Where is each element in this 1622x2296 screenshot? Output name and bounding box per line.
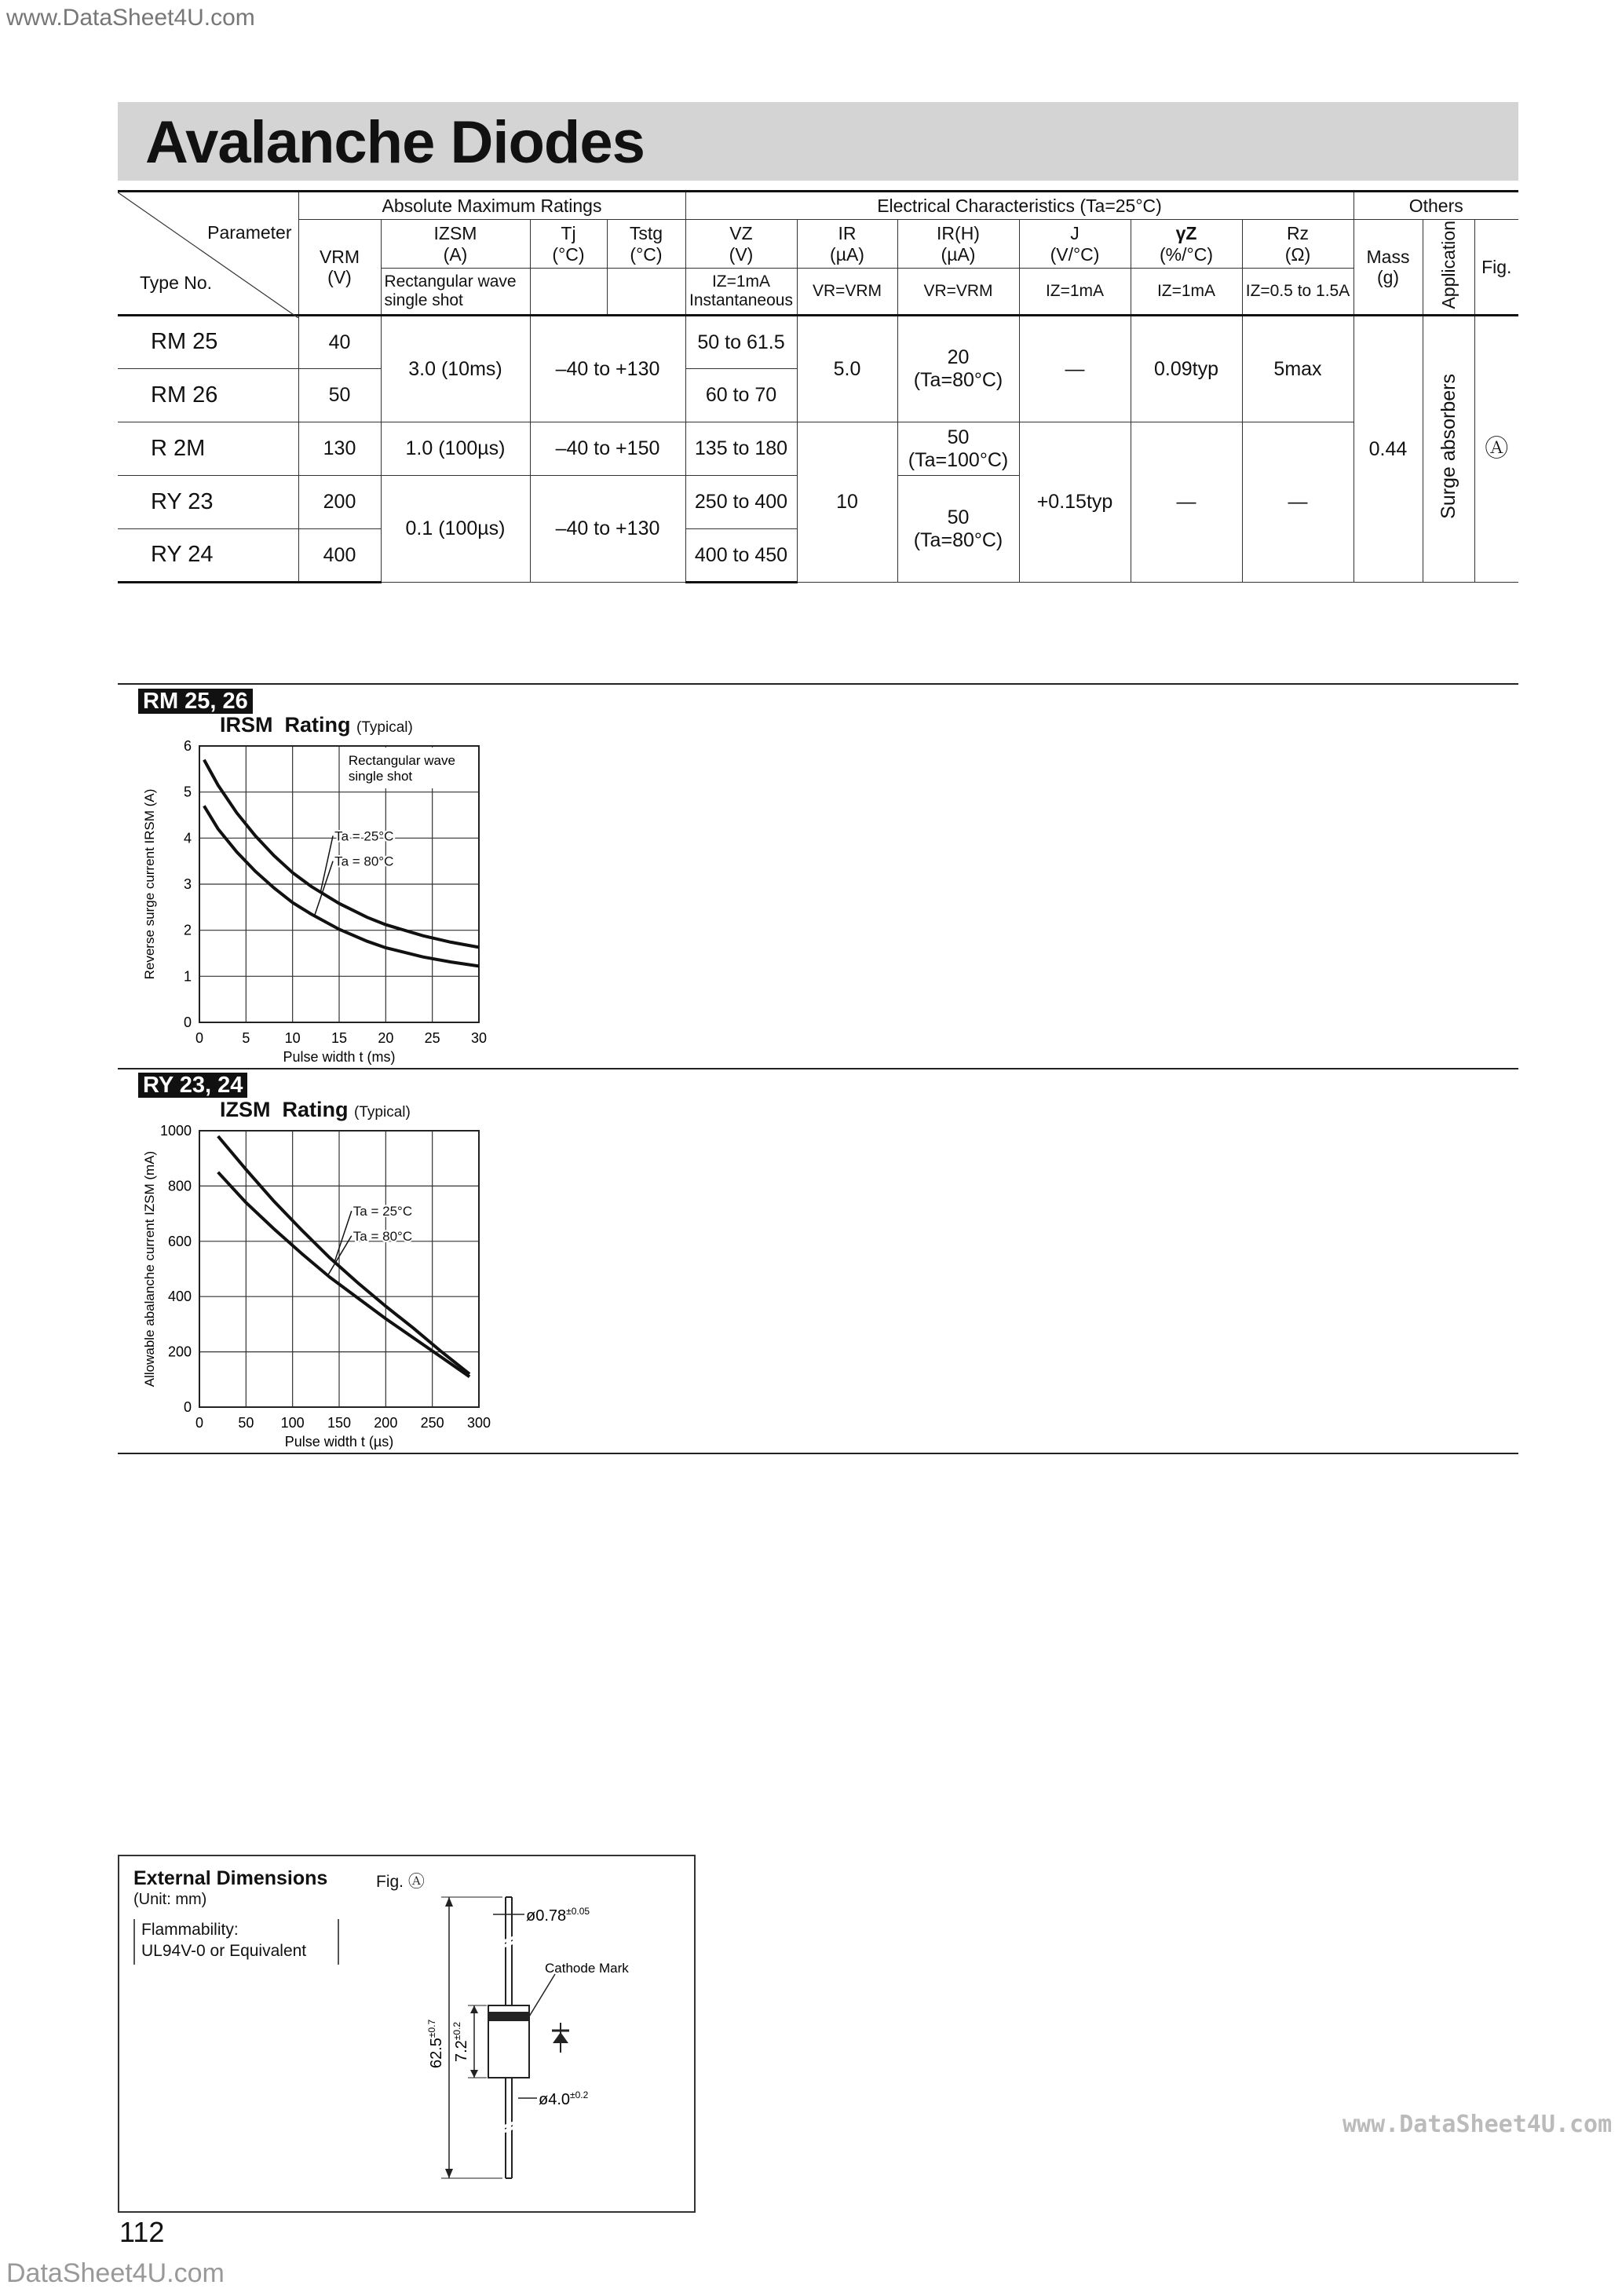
irh-r2m: 50 (Ta=100°C) (897, 422, 1019, 476)
j-rm: — (1019, 316, 1131, 422)
section-divider-2 (118, 1068, 1518, 1069)
cathode-leader (529, 1974, 555, 2016)
chart1-xtick-label: 20 (378, 1030, 394, 1046)
ir-ry: 10 (797, 422, 897, 583)
diode-drawing (119, 1856, 694, 2211)
chart1-ytick-label: 1 (183, 968, 192, 985)
chart2-xtick-label: 100 (280, 1415, 305, 1431)
group-abs-max: Absolute Maximum Ratings (298, 192, 685, 220)
chart1-ytick-label: 5 (183, 784, 192, 800)
type-ry24: RY 24 (118, 529, 298, 583)
chart2-xtick-label: 50 (238, 1415, 254, 1431)
vrm-rm25: 40 (298, 316, 381, 369)
hdr-rz: Rz (Ω) (1242, 220, 1353, 269)
group-others: Others (1353, 192, 1518, 220)
vrm-r2m: 130 (298, 422, 381, 476)
cond-izsm: Rectangular wave single shot (381, 269, 530, 316)
chart2-ann80: Ta = 80°C (353, 1228, 413, 1244)
type-rm26: RM 26 (118, 369, 298, 422)
tj-ry: –40 to +130 (530, 476, 685, 583)
chart2-xlabel: Pulse width t (µs) (284, 1434, 394, 1450)
izsm-rm: 3.0 (10ms) (381, 316, 530, 422)
cond-vz: IZ=1mA Instantaneous (685, 269, 797, 316)
izsm-r2m: 1.0 (100µs) (381, 422, 530, 476)
page-title: Avalanche Diodes (145, 109, 645, 176)
chart1-ylabel: Reverse surge current IRSM (A) (142, 788, 157, 980)
chart1-note1: Rectangular wave (348, 753, 455, 768)
hdr-tstg: Tstg (°C) (607, 220, 685, 269)
cathode-band (488, 2012, 529, 2021)
chart1-ytick-label: 2 (183, 922, 192, 938)
watermark-bottom: DataSheet4U.com (6, 2258, 225, 2288)
hdr-vz: VZ (V) (685, 220, 797, 269)
irh-rm: 20 (Ta=80°C) (897, 316, 1019, 422)
group-electrical: Electrical Characteristics (Ta=25°C) (685, 192, 1353, 220)
external-dimensions-box (118, 1855, 696, 2213)
vz-ry23: 250 to 400 (685, 476, 797, 529)
chart1-xtick-label: 15 (331, 1030, 348, 1046)
hdr-application: Application (1423, 220, 1474, 316)
vrm-ry24: 400 (298, 529, 381, 583)
cond-tj (530, 269, 607, 316)
dim-unit: (Unit: mm) (133, 1891, 207, 1908)
chart1-ann25: Ta = 25°C (334, 828, 394, 844)
chart2-ytick-label: 1000 (159, 1123, 192, 1139)
tj-rm: –40 to +130 (530, 316, 685, 422)
fig-value: Ⓐ (1474, 316, 1518, 583)
type-r2m: R 2M (118, 422, 298, 476)
hdr-j: J (V/°C) (1019, 220, 1131, 269)
chart2-ytick-label: 800 (167, 1178, 192, 1194)
flammability-note: Flammability: UL94V-0 or Equivalent (133, 1919, 339, 1965)
vz-r2m: 135 to 180 (685, 422, 797, 476)
chart1-title: IRSM Rating (Typical) (220, 713, 413, 737)
chart2-series-ta80 (218, 1172, 469, 1377)
irh-ry: 50 (Ta=80°C) (897, 476, 1019, 583)
lead-dia-text: $ø0.78^{\pm 0.05}$ (526, 1906, 590, 1925)
cond-ir: VR=VRM (797, 269, 897, 316)
chart1-xtick-label: 30 (470, 1030, 488, 1046)
chart1-xtick-label: 5 (242, 1030, 250, 1046)
cathode-mark-text: Cathode Mark (545, 1961, 629, 1976)
fig-a-label: Fig. Ⓐ (376, 1873, 425, 1891)
hdr-gz: γZ (%/°C) (1131, 220, 1242, 269)
chart2-ytick-label: 400 (167, 1289, 192, 1305)
diode-symbol-triangle (553, 2032, 568, 2043)
chart2-ann25-leader (334, 1211, 352, 1262)
chart1-ytick-label: 4 (183, 830, 192, 846)
chart1 (133, 735, 510, 1065)
vrm-ry23: 200 (298, 476, 381, 529)
chart2-xtick-label: 0 (195, 1415, 204, 1431)
chart2-xtick-label: 300 (466, 1415, 491, 1431)
dim-title: External Dimensions (133, 1867, 328, 1889)
cond-j: IZ=1mA (1019, 269, 1131, 316)
chart1-note2: single shot (348, 769, 413, 784)
tj-r2m: –40 to +150 (530, 422, 685, 476)
rz-rest: — (1242, 422, 1353, 583)
corner-parameter: Parameter (207, 222, 292, 243)
ir-rm: 5.0 (797, 316, 897, 422)
mass-value: 0.44 (1353, 316, 1423, 583)
chart1-xtick-label: 25 (424, 1030, 440, 1046)
corner-type: Type No. (140, 272, 213, 293)
j-rest: +0.15typ (1019, 422, 1131, 583)
hdr-vrm: VRM (V) (298, 220, 381, 316)
body-dia-text: $ø4.0^{\pm 0.2}$ (539, 2089, 589, 2108)
chart1-xtick-label: 0 (195, 1030, 204, 1046)
type-ry23: RY 23 (118, 476, 298, 529)
table-corner (118, 192, 298, 316)
chart2-xtick-label: 250 (420, 1415, 444, 1431)
hdr-mass: Mass (g) (1353, 220, 1423, 316)
chart2-ylabel: Allowable abalanche current IZSM (mA) (142, 1150, 157, 1387)
gz-rm: 0.09typ (1131, 316, 1242, 422)
chart1-ytick-label: 0 (183, 1015, 192, 1030)
cond-rz: IZ=0.5 to 1.5A (1242, 269, 1353, 316)
spec-table (118, 190, 1518, 583)
corner-diagonal (118, 192, 298, 318)
total-length-text: $62.5^{\pm 0.7}$ (426, 2019, 445, 2068)
chart1-badge: RM 25, 26 (138, 689, 253, 714)
hdr-izsm: IZSM (A) (381, 220, 530, 269)
chart2-badge: RY 23, 24 (138, 1073, 247, 1098)
vrm-rm26: 50 (298, 369, 381, 422)
chart2-ytick-label: 200 (167, 1344, 192, 1360)
cond-tstg (607, 269, 685, 316)
chart1-ytick-label: 3 (183, 876, 192, 892)
cond-irh: VR=VRM (897, 269, 1019, 316)
chart2-title: IZSM Rating (Typical) (220, 1098, 411, 1121)
chart2-ytick-label: 0 (183, 1399, 192, 1415)
chart2-ytick-label: 600 (167, 1233, 192, 1249)
chart2-xtick-label: 150 (327, 1415, 352, 1431)
chart1-ytick-label: 6 (183, 738, 192, 754)
chart2 (133, 1120, 510, 1450)
watermark-top: www.DataSheet4U.com (6, 5, 255, 31)
body-length-text: $7.2^{\pm 0.2}$ (451, 2021, 470, 2062)
type-rm25: RM 25 (118, 316, 298, 369)
hdr-tj: Tj (°C) (530, 220, 607, 269)
chart2-xtick-label: 200 (374, 1415, 398, 1431)
section-divider-1 (118, 683, 1518, 685)
section-divider-3 (118, 1453, 1518, 1454)
chart2-series-ta25 (218, 1136, 469, 1374)
chart1-xtick-label: 10 (284, 1030, 301, 1046)
page-number: 112 (119, 2216, 165, 2248)
hdr-irh: IR(H) (µA) (897, 220, 1019, 269)
vz-rm25: 50 to 61.5 (685, 316, 797, 369)
vz-ry24: 400 to 450 (685, 529, 797, 583)
chart1-ann80: Ta = 80°C (334, 854, 394, 869)
hdr-ir: IR (µA) (797, 220, 897, 269)
vz-rm26: 60 to 70 (685, 369, 797, 422)
chart1-xlabel: Pulse width t (ms) (283, 1049, 396, 1065)
hdr-fig: Fig. (1474, 220, 1518, 316)
izsm-ry: 0.1 (100µs) (381, 476, 530, 583)
watermark-right: www.DataSheet4U.com (1343, 2111, 1613, 2138)
chart2-ann25: Ta = 25°C (353, 1204, 413, 1219)
gz-rest: — (1131, 422, 1242, 583)
cond-gz: IZ=1mA (1131, 269, 1242, 316)
application-value: Surge absorbers (1423, 316, 1474, 583)
rz-rm: 5max (1242, 316, 1353, 422)
